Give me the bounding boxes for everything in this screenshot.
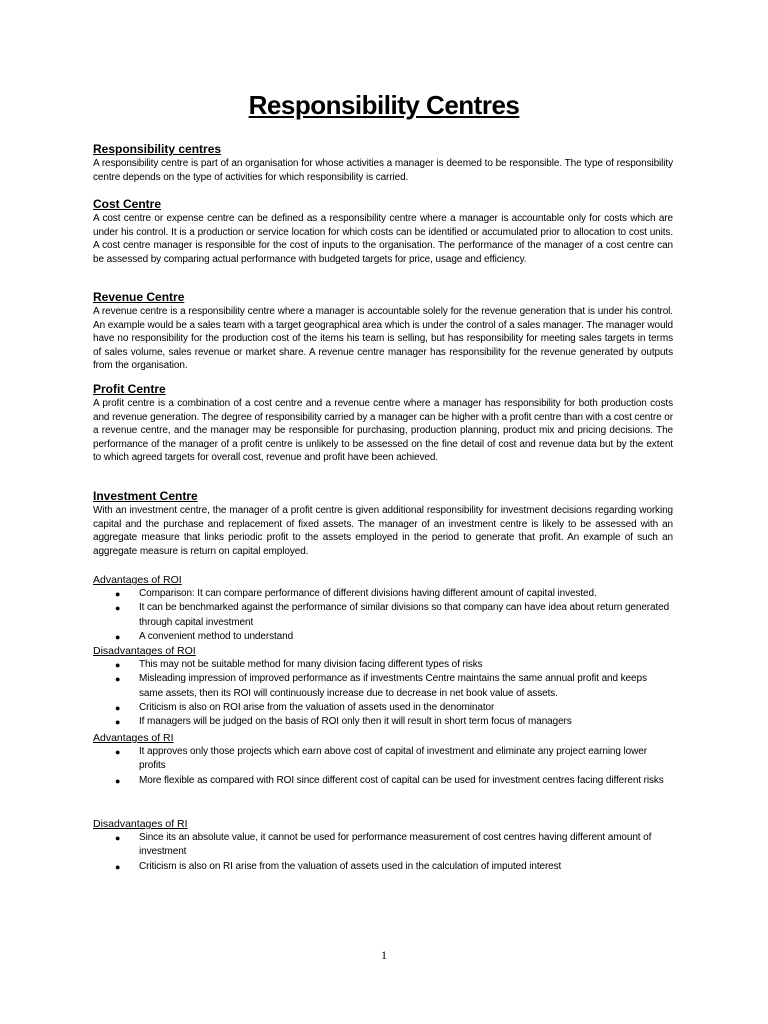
list-heading: Disadvantages of RI — [93, 818, 188, 830]
list-item: ● It approves only those projects which earn above cost of capital of investment and eliminate any project earning lower profits — [115, 746, 647, 772]
bullet-icon: ● — [115, 603, 121, 614]
section-text: A responsibility centre is part of an organisation for whose activities a manager is deemed to be responsible. The type of responsibility centre depends on the type of activities for which responsibility is carried. — [93, 158, 673, 183]
section-text: With an investment centre, the manager of a profit centre is given additional responsibility for investment decisions regarding working capital and the purchase and replacement of fixed assets. The manager of an investment centre is likely to be assessed with an aggregate measure that links periodic profit to the assets employed in the period to generate that profit. An example of such an aggregate measure is return on capital employed. — [93, 505, 673, 557]
list-item: ● Criticism is also on RI arise from the valuation of assets used in the calculation of imputed interest — [93, 860, 673, 874]
bullet-icon: ● — [115, 861, 121, 872]
section-text: A cost centre or expense centre can be defined as a responsibility centre where a manager is accountable only for costs which are under his control. It is a production or service location for which costs can be identified or accumulated prior to allocation to cost units. A cost centre manager is responsible for the cost of inputs to the organisation. The performance of the manager of a cost centre can be assessed by comparing actual performance with budgeted targets for price, usage and efficiency. — [93, 213, 673, 265]
bullet-icon: ● — [115, 631, 121, 642]
bullet-icon: ● — [115, 660, 121, 670]
page-number: 1 — [381, 948, 387, 962]
section-heading: Profit Centre — [93, 382, 166, 396]
list-advantages-ri — [93, 731, 673, 788]
list-item: ● Misleading impression of improved performance as if investments Centre maintains the same annual profit and keeps same assets, then its ROI will continuously increase due to decrease in net book value of assets. — [115, 673, 647, 699]
bullet-icon: ● — [115, 747, 121, 757]
bullet-icon: ● — [115, 717, 121, 728]
list-item: ● Criticism is also on ROI arise from the valuation of assets used in the denominator — [93, 701, 673, 715]
section-profit-centre — [93, 382, 673, 465]
section-text: A profit centre is a combination of a cost centre and a revenue centre where a manager has responsibility for both production costs and revenue generation. The degree of responsibility carried by a manager can be higher with a profit centre than with a cost centre or a revenue centre, and the manager may be responsible for purchasing, production planning, product mix and pricing decisions. The performance of the manager of a profit centre is unlikely to be assessed on the fine detail of cost and revenue data but by the extent to which agreed targets for overall cost, revenue and profit have been achieved. — [93, 398, 673, 464]
list-heading: Advantages of RI — [93, 732, 174, 744]
list-advantages-roi — [93, 573, 673, 644]
list-item: ● A convenient method to understand — [93, 630, 673, 644]
list-disadvantages-roi — [93, 644, 673, 729]
list-heading: Disadvantages of ROI — [93, 645, 196, 657]
list-disadvantages-ri — [93, 817, 673, 874]
bullet-icon: ● — [115, 589, 121, 599]
section-investment-centre — [93, 489, 673, 558]
section-heading: Cost Centre — [93, 197, 162, 211]
page-title: Responsibility Centres — [248, 90, 520, 120]
bullet-icon: ● — [115, 702, 121, 713]
list-item: ● This may not be suitable method for many division facing different types of risks — [93, 658, 673, 672]
list-item: ● If managers will be judged on the basis of ROI only then it will result in short term focus of managers — [93, 715, 673, 729]
section-responsibility-centres — [93, 142, 673, 184]
bullet-icon: ● — [115, 775, 121, 786]
section-heading: Revenue Centre — [93, 290, 185, 304]
list-item: ● Comparison: It can compare performance of different divisions having different amount of capital invested. — [93, 587, 673, 601]
list-item: ● More flexible as compared with ROI since different cost of capital can be used for investment centres facing different risks — [93, 774, 673, 788]
section-revenue-centre — [93, 290, 673, 373]
list-item: ● Since its an absolute value, it cannot be used for performance measurement of cost centres having different amount of investment — [115, 832, 652, 858]
section-cost-centre — [93, 197, 673, 266]
section-heading: Responsibility centres — [93, 142, 222, 156]
list-heading: Advantages of ROI — [93, 574, 182, 586]
list-item: ● It can be benchmarked against the performance of similar divisions so that company can have idea about return generated through capital investment — [115, 602, 670, 628]
section-heading: Investment Centre — [93, 489, 198, 503]
bullet-icon: ● — [115, 833, 121, 843]
section-text: A revenue centre is a responsibility centre where a manager is accountable solely for the revenue generation that is under his control. An example would be a sales team with a target geographical area which is under the control of a sales manager. The manager would have no responsibility for the production cost of the items his team is selling, but has responsibility for meeting sales targets in terms of sales volume, sales revenue or market share. A revenue centre manager has responsibility for the revenue generated by outputs from the organisation. — [93, 306, 673, 372]
bullet-icon: ● — [115, 674, 121, 685]
